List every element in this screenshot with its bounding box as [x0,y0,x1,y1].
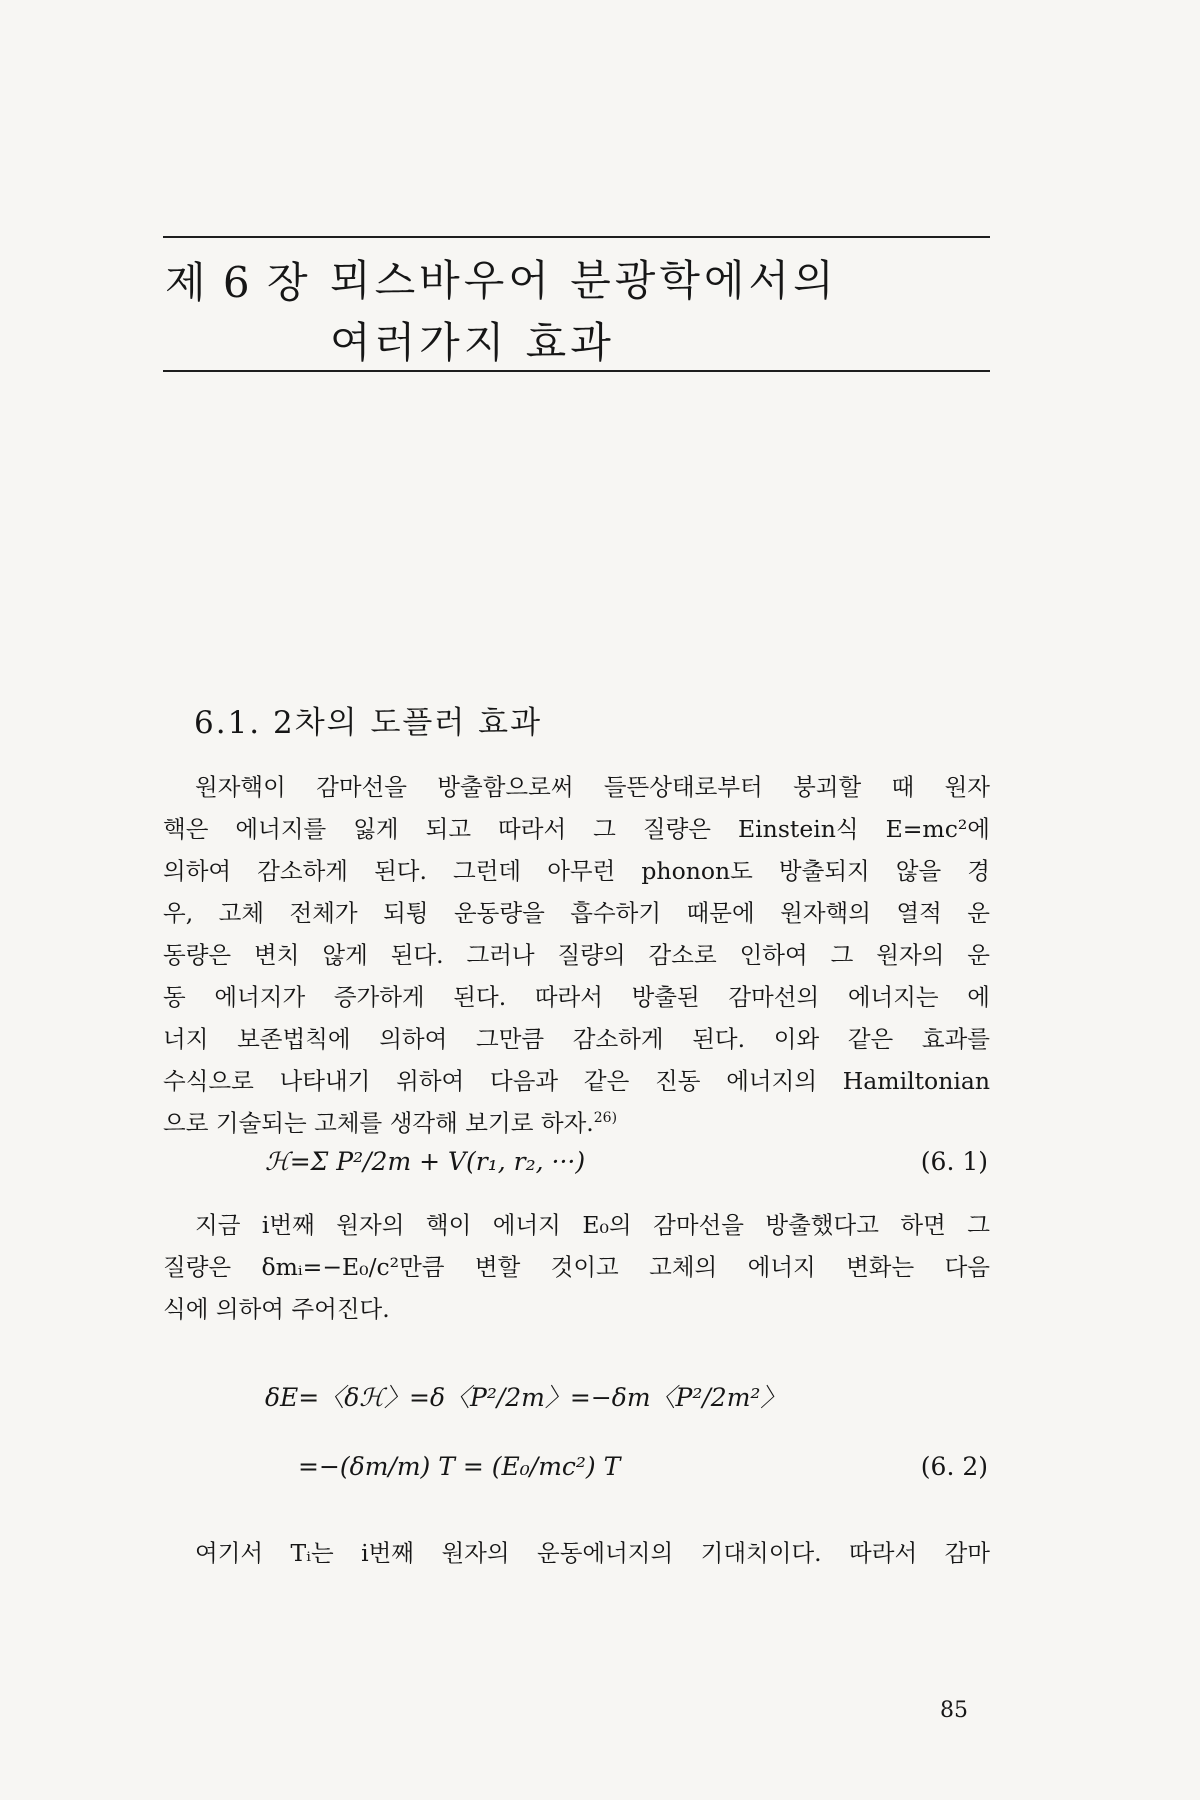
chapter-title [330,250,838,374]
equation-6-2-line-2: =−(δm/m) T = (E₀/mc²) T [298,1452,621,1481]
chapter-title-line-2: 여러가지 효과 [330,318,615,367]
footnote-reference: 26) [593,1110,618,1127]
paragraph-line: 핵은 에너지를 잃게 되고 따라서 그 질량은 Einstein식 E=mc²에 [163,815,990,843]
chapter-title-line-1: 뫼스바우어 분광학에서의 [330,256,838,305]
chapter-top-rule [163,236,990,238]
paragraph-line: 질량은 δmᵢ=−E₀/c²만큼 변할 것이고 고체의 에너지 변화는 다음 [163,1253,990,1281]
paragraph-line: 동 에너지가 증가하게 된다. 따라서 방출된 감마선의 에너지는 에 [163,983,990,1011]
paragraph-3 [163,1532,990,1574]
equation-6-1: ℋ=Σ P²/2m + V(r₁, r₂, ···) [265,1147,586,1176]
paragraph-line: 여기서 Tᵢ는 i번째 원자의 운동에너지의 기대치이다. 따라서 감마 [195,1539,990,1567]
chapter-bottom-rule [163,370,990,372]
equation-6-2-line-1: δE=〈δℋ〉=δ〈P²/2m〉=−δm〈P²/2m²〉 [265,1383,786,1412]
paragraph-line: 의하여 감소하게 된다. 그런데 아무런 phonon도 방출되지 않을 경 [163,857,990,885]
chapter-number: 제 6 장 [165,258,310,307]
paragraph-line-last [163,1102,990,1144]
paragraph-1 [163,766,990,1144]
paragraph-line-text: 으로 기술되는 고체를 생각해 보기로 하자. [163,1109,594,1137]
equation-number-6-2: (6. 2) [920,1452,988,1481]
equation-number-6-1: (6. 1) [920,1147,988,1176]
paragraph-line: 원자핵이 감마선을 방출함으로써 들뜬상태로부터 붕괴할 때 원자 [195,773,990,801]
section-heading: 6.1. 2차의 도플러 효과 [194,705,543,741]
paragraph-line: 너지 보존법칙에 의하여 그만큼 감소하게 된다. 이와 같은 효과를 [163,1025,990,1053]
paragraph-2 [163,1204,990,1330]
paragraph-line: 동량은 변치 않게 된다. 그러나 질량의 감소로 인하여 그 원자의 운 [163,941,990,969]
paragraph-line: 우, 고체 전체가 되튕 운동량을 흡수하기 때문에 원자핵의 열적 운 [163,899,990,927]
paragraph-line: 수식으로 나타내기 위하여 다음과 같은 진동 에너지의 Hamiltonian [163,1067,990,1095]
page-number: 85 [940,1698,968,1723]
paragraph-line: 지금 i번째 원자의 핵이 에너지 E₀의 감마선을 방출했다고 하면 그 [195,1211,990,1239]
paragraph-line: 식에 의하여 주어진다. [163,1295,390,1323]
